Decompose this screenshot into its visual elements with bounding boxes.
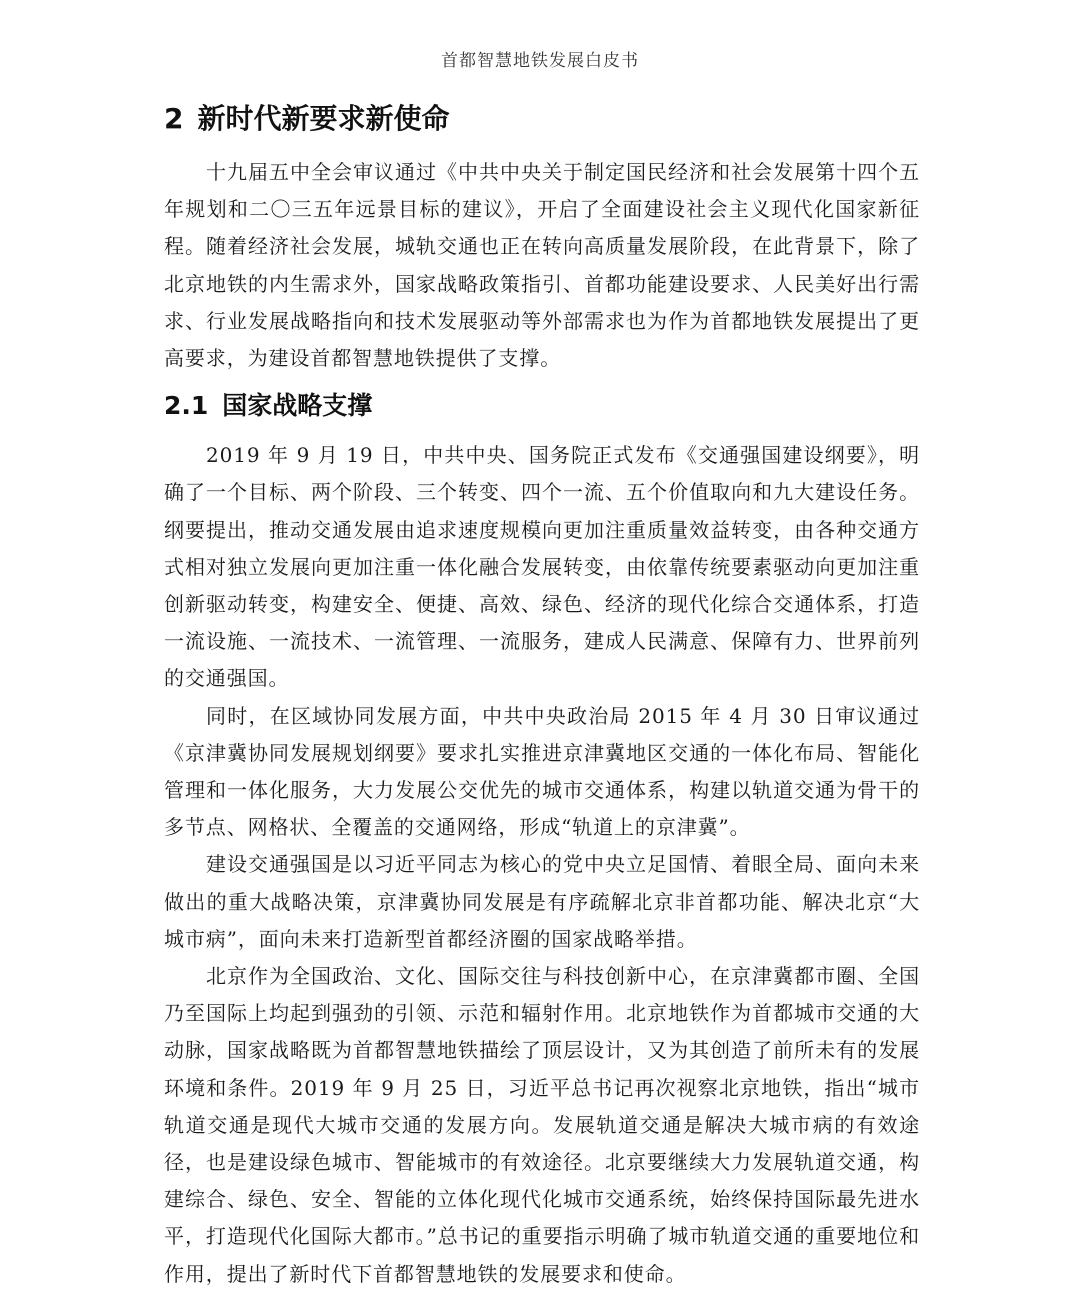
section-number: 2 — [164, 102, 184, 135]
subsection-title: 国家战略支撑 — [222, 391, 373, 421]
section-2-paragraph: 十九届五中全会审议通过《中共中央关于制定国民经济和社会发展第十四个五年规划和二〇三五年远景目标的建议》，开启了全面建设社会主义现代化国家新征程。随着经济社会发展，城轨交通也正在转向高质量发展阶段，在此背景下，除了北京地铁的内生需求外，国家战略政策指引、首都功能建设要求、人民美好出行需求、行业发展战略指向和技术发展驱动等外部需求也为作为首都地铁发展提出了更高要求，为建设首都智慧地铁提供了支撑。 — [164, 160, 920, 371]
paragraph-transport-strategy: 2019 年 9 月 19 日，中共中央、国务院正式发布《交通强国建设纲要》，明确了一个目标、两个阶段、三个转变、四个一流、五个价值取向和九大建设任务。纲要提出，推动交通发展由追求速度规模向更加注重质量效益转变，由各种交通方式相对独立发展向更加注重一体化融合发展转变，由依靠传统要素驱动向更加注重创新驱动转变，构建安全、便捷、高效、绿色、经济的现代化综合交通体系，打造一流设施、一流技术、一流管理、一流服务，建成人民满意、保障有力、世界前列的交通强国。 — [164, 443, 920, 691]
paragraph-regional-coordination: 同时，在区域协同发展方面，中共中央政治局 2015 年 4 月 30 日审议通过《京津冀协同发展规划纲要》要求扎实推进京津冀地区交通的一体化布局、智能化管理和一体化服务，大力发展公交优先的城市交通体系，构建以轨道交通为骨干的多节点、网格状、全覆盖的交通网络，形成“轨道上的京津冀”。 — [164, 703, 920, 840]
paragraph-beijing-role: 北京作为全国政治、文化、国际交往与科技创新中心，在京津冀都市圈、全国乃至国际上均起到强劲的引领、示范和辐射作用。北京地铁作为首都城市交通的大动脉，国家战略既为首都智慧地铁描绘了顶层设计，又为其创造了前所未有的发展环境和条件。2019 年 9 月 25 日，习近平总书记再次视察北京地铁，指出“城市轨道交通是现代大城市交通的发展方向。发展轨道交通是解决大城市病的有效途径，也是建设绿色城市、智能城市的有效途径。北京要继续大力发展轨道交通，构建综合、绿色、安全、智能的立体化现代化城市交通系统，始终保持国际最先进水平，打造现代化国际大都市。”总书记的重要指示明确了城市轨道交通的重要地位和作用，提出了新时代下首都智慧地铁的发展要求和使命。 — [164, 964, 920, 1286]
section-heading-2 — [164, 96, 920, 142]
page-body — [164, 96, 920, 1293]
subsection-number: 2.1 — [164, 391, 209, 421]
running-header: 首都智慧地铁发展白皮书 — [441, 51, 639, 71]
section-title: 新时代新要求新使命 — [197, 102, 450, 135]
paragraph-strategic-decision: 建设交通强国是以习近平同志为核心的党中央立足国情、着眼全局、面向未来做出的重大战略决策，京津冀协同发展是有序疏解北京非首都功能、解决北京“大城市病”，面向未来打造新型首都经济圈的国家战略举措。 — [164, 852, 920, 951]
section-heading-2-1 — [164, 385, 920, 427]
